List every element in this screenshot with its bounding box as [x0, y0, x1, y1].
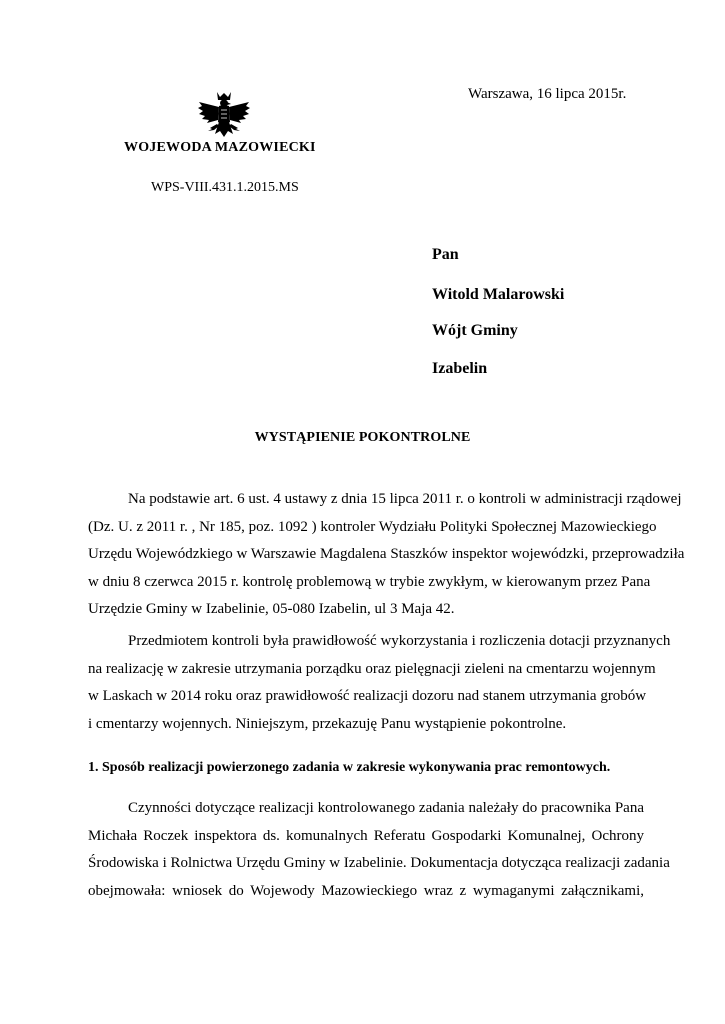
paragraph-legal-basis	[88, 486, 685, 624]
paragraph-line: (Dz. U. z 2011 r. , Nr 185, poz. 1092 ) kontroler Wydziału Polityki Społecznej Mazowieckiego	[88, 518, 657, 535]
paragraph-line: obejmowała: wniosek do Wojewody Mazowieckiego wraz z wymaganymi załącznikami,	[88, 882, 644, 899]
issuing-office: WOJEWODA MAZOWIECKI	[124, 140, 316, 155]
paragraph-line: Michała Roczek inspektora ds. komunalnych Referatu Gospodarki Komunalnej, Ochrony	[88, 827, 644, 844]
paragraph-line: Urzędzie Gminy w Izabelinie, 05-080 Izabelin, ul 3 Maja 42.	[88, 601, 455, 617]
addressee-position: Wójt Gminy	[432, 322, 518, 339]
reference-number: WPS-VIII.431.1.2015.MS	[151, 180, 299, 195]
paragraph-line: w dniu 8 czerwca 2015 r. kontrolę problemową w trybie zwykłym, w kierowanym przez Pana	[88, 573, 651, 590]
paragraph-line: i cmentarzy wojennych. Niniejszym, przekazuję Panu wystąpienie pokontrolne.	[88, 715, 567, 732]
paragraph-subject	[88, 628, 671, 738]
paragraph-line: na realizację w zakresie utrzymania porządku oraz pielęgnacji zieleni na cmentarzu wojennym	[88, 660, 656, 677]
paragraph-activities	[88, 795, 670, 905]
polish-eagle-emblem-icon	[195, 88, 253, 142]
paragraph-line: w Laskach w 2014 roku oraz prawidłowość realizacji dozoru nad stanem utrzymania grobów	[88, 688, 647, 704]
addressee-salutation: Pan	[432, 246, 459, 263]
paragraph-line: Na podstawie art. 6 ust. 4 ustawy z dnia 15 lipca 2011 r. o kontroli w administracji rządowej	[128, 491, 682, 507]
paragraph-line: Czynności dotyczące realizacji kontrolowanego zadania należały do pracownika Pana	[128, 800, 644, 816]
paragraph-line: Urzędu Wojewódzkiego w Warszawie Magdalena Staszków inspektor wojewódzki, przeprowadziła	[88, 546, 685, 562]
paragraph-line: Środowiska i Rolnictwa Urzędu Gminy w Izabelinie. Dokumentacja dotycząca realizacji zadania	[88, 855, 670, 871]
place-and-date: Warszawa, 16 lipca 2015r.	[468, 86, 627, 102]
addressee-municipality: Izabelin	[432, 360, 488, 377]
section-heading: 1. Sposób realizacji powierzonego zadania w zakresie wykonywania prac remontowych.	[88, 760, 611, 775]
paragraph-line: Przedmiotem kontroli była prawidłowość wykorzystania i rozliczenia dotacji przyznanych	[128, 633, 671, 649]
addressee-name: Witold Malarowski	[432, 286, 565, 303]
document-title: WYSTĄPIENIE POKONTROLNE	[254, 430, 471, 445]
